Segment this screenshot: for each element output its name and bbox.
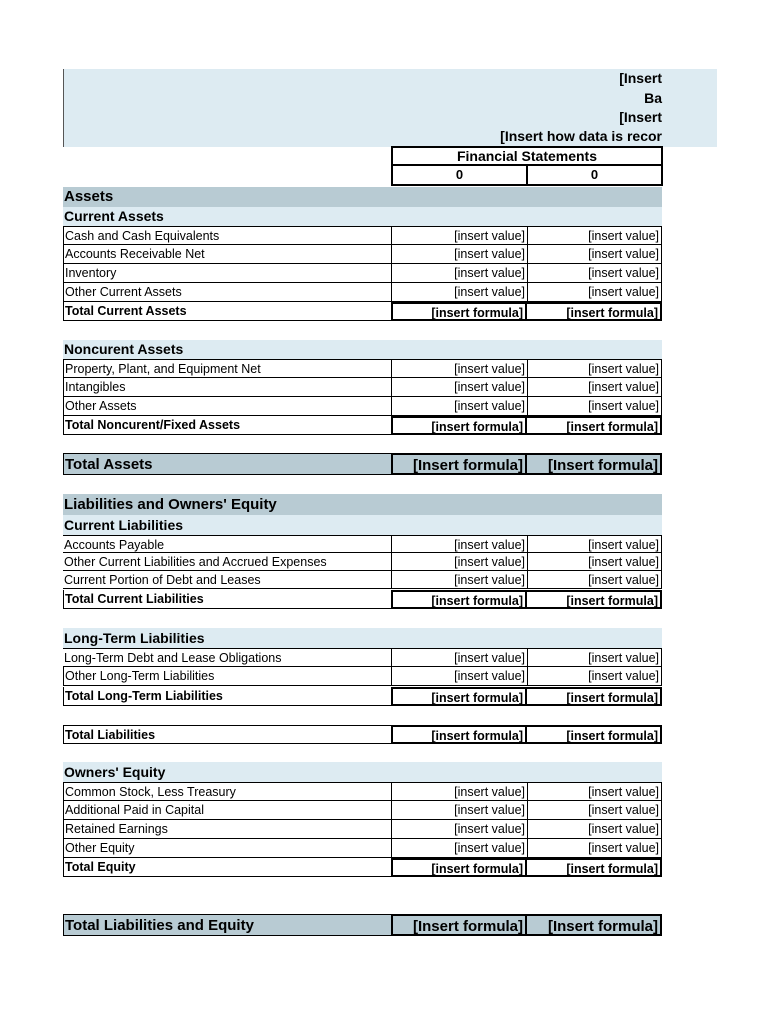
row-label: Total Long-Term Liabilities (63, 687, 391, 706)
cell-total-2[interactable]: [insert formula] (527, 302, 662, 321)
cell-total-1[interactable]: [insert formula] (391, 416, 527, 435)
cell-value-2[interactable]: [insert value] (527, 553, 662, 571)
cell-value-2[interactable]: [insert value] (527, 839, 662, 858)
table-row[interactable] (63, 245, 662, 264)
cell-value-2[interactable]: [insert value] (527, 571, 662, 589)
section-current-assets: Current Assets (63, 207, 662, 226)
statement-title[interactable]: Financial Statements (391, 146, 663, 166)
section-assets: Assets (63, 187, 662, 207)
row-label: Other Current Assets (63, 283, 391, 302)
cell-value-2[interactable]: [insert value] (527, 378, 662, 397)
cell-value-2[interactable]: [insert value] (527, 264, 662, 283)
table-row[interactable] (63, 226, 662, 245)
cell-value-2[interactable]: [insert value] (527, 283, 662, 302)
row-label: Other Assets (63, 397, 391, 416)
cell-value-2[interactable]: [insert value] (527, 820, 662, 839)
row-label: Total Assets (63, 453, 391, 475)
row-label: Other Equity (63, 839, 391, 858)
cell-total-2[interactable]: [Insert formula] (527, 914, 662, 936)
table-row[interactable] (63, 264, 662, 283)
header-line-3[interactable]: [Insert (619, 109, 662, 125)
row-label: Long-Term Debt and Lease Obligations (63, 648, 391, 667)
cell-total-1[interactable]: [Insert formula] (391, 453, 527, 475)
header-line-2[interactable]: Ba (644, 90, 662, 106)
cell-total-2[interactable]: [insert formula] (527, 416, 662, 435)
row-label: Intangibles (63, 378, 391, 397)
row-label: Total Current Liabilities (63, 590, 391, 609)
cell-value-1[interactable]: [insert value] (391, 264, 527, 283)
row-label: Other Current Liabilities and Accrued Expenses (63, 553, 391, 571)
cell-total-1[interactable]: [insert formula] (391, 687, 527, 706)
row-label: Total Liabilities and Equity (63, 914, 391, 936)
total-row-noncurrent-assets[interactable] (63, 416, 662, 435)
cell-value-1[interactable]: [insert value] (391, 839, 527, 858)
section-current-liabilities: Current Liabilities (63, 515, 662, 535)
table-row[interactable] (63, 648, 662, 667)
cell-value-1[interactable]: [insert value] (391, 820, 527, 839)
table-row[interactable] (63, 535, 662, 553)
column-header-2[interactable]: 0 (526, 166, 663, 186)
total-row-long-term-liabilities[interactable] (63, 687, 662, 706)
cell-total-2[interactable]: [insert formula] (527, 687, 662, 706)
row-label: Total Equity (63, 858, 391, 877)
row-label: Total Current Assets (63, 302, 391, 321)
cell-value-1[interactable]: [insert value] (391, 667, 527, 686)
table-row[interactable] (63, 820, 662, 839)
row-label: Current Portion of Debt and Leases (63, 571, 391, 589)
row-label: Total Liabilities (63, 725, 391, 744)
row-label: Accounts Payable (63, 535, 391, 553)
table-row[interactable] (63, 397, 662, 416)
total-row-current-liabilities[interactable] (63, 590, 662, 609)
cell-value-1[interactable]: [insert value] (391, 226, 527, 245)
section-owners-equity: Owners' Equity (63, 762, 662, 782)
cell-value-1[interactable]: [insert value] (391, 553, 527, 571)
cell-value-1[interactable]: [insert value] (391, 648, 527, 667)
cell-total-2[interactable]: [insert formula] (527, 590, 662, 609)
cell-total-1[interactable]: [insert formula] (391, 725, 527, 744)
cell-value-2[interactable]: [insert value] (527, 359, 662, 378)
cell-value-1[interactable]: [insert value] (391, 801, 527, 820)
row-label: Total Noncurent/Fixed Assets (63, 416, 391, 435)
row-label: Other Long-Term Liabilities (63, 667, 391, 686)
cell-value-2[interactable]: [insert value] (527, 226, 662, 245)
cell-total-1[interactable]: [insert formula] (391, 302, 527, 321)
row-label: Accounts Receivable Net (63, 245, 391, 264)
row-label: Common Stock, Less Treasury (63, 782, 391, 801)
cell-total-1[interactable]: [insert formula] (391, 590, 527, 609)
cell-value-2[interactable]: [insert value] (527, 535, 662, 553)
total-row-current-assets[interactable] (63, 302, 662, 321)
total-row-liabilities-equity[interactable] (63, 914, 662, 936)
table-row[interactable] (63, 782, 662, 801)
row-label: Cash and Cash Equivalents (63, 226, 391, 245)
cell-value-2[interactable]: [insert value] (527, 648, 662, 667)
cell-value-1[interactable]: [insert value] (391, 782, 527, 801)
cell-value-1[interactable]: [insert value] (391, 535, 527, 553)
table-row[interactable] (63, 283, 662, 302)
total-row-assets[interactable] (63, 453, 662, 475)
cell-total-1[interactable]: [insert formula] (391, 858, 527, 877)
cell-value-2[interactable]: [insert value] (527, 782, 662, 801)
cell-total-2[interactable]: [Insert formula] (527, 453, 662, 475)
cell-value-1[interactable]: [insert value] (391, 397, 527, 416)
row-label: Inventory (63, 264, 391, 283)
column-header-1[interactable]: 0 (391, 166, 528, 186)
row-label: Property, Plant, and Equipment Net (63, 359, 391, 378)
total-row-equity[interactable] (63, 858, 662, 877)
table-row[interactable] (63, 667, 662, 686)
header-divider (63, 69, 64, 147)
cell-value-1[interactable]: [insert value] (391, 245, 527, 264)
table-row[interactable] (63, 839, 662, 858)
cell-value-1[interactable]: [insert value] (391, 571, 527, 589)
table-row[interactable] (63, 571, 662, 589)
cell-value-1[interactable]: [insert value] (391, 283, 527, 302)
header-line-1[interactable]: [Insert (619, 70, 662, 86)
table-row[interactable] (63, 359, 662, 378)
table-row[interactable] (63, 801, 662, 820)
section-long-term-liabilities: Long-Term Liabilities (63, 628, 662, 648)
row-label: Additional Paid in Capital (63, 801, 391, 820)
section-liabilities-equity: Liabilities and Owners' Equity (63, 494, 662, 515)
cell-total-2[interactable]: [insert formula] (527, 858, 662, 877)
cell-value-2[interactable]: [insert value] (527, 397, 662, 416)
cell-value-1[interactable]: [insert value] (391, 359, 527, 378)
cell-total-2[interactable]: [insert formula] (527, 725, 662, 744)
cell-total-1[interactable]: [Insert formula] (391, 914, 527, 936)
cell-value-2[interactable]: [insert value] (527, 667, 662, 686)
section-noncurrent-assets: Noncurent Assets (63, 340, 662, 359)
header-line-4[interactable]: [Insert how data is recor (500, 128, 662, 144)
cell-value-1[interactable]: [insert value] (391, 378, 527, 397)
cell-value-2[interactable]: [insert value] (527, 245, 662, 264)
table-row[interactable] (63, 378, 662, 397)
cell-value-2[interactable]: [insert value] (527, 801, 662, 820)
total-row-liabilities[interactable] (63, 725, 662, 744)
row-label: Retained Earnings (63, 820, 391, 839)
table-row[interactable] (63, 553, 662, 571)
